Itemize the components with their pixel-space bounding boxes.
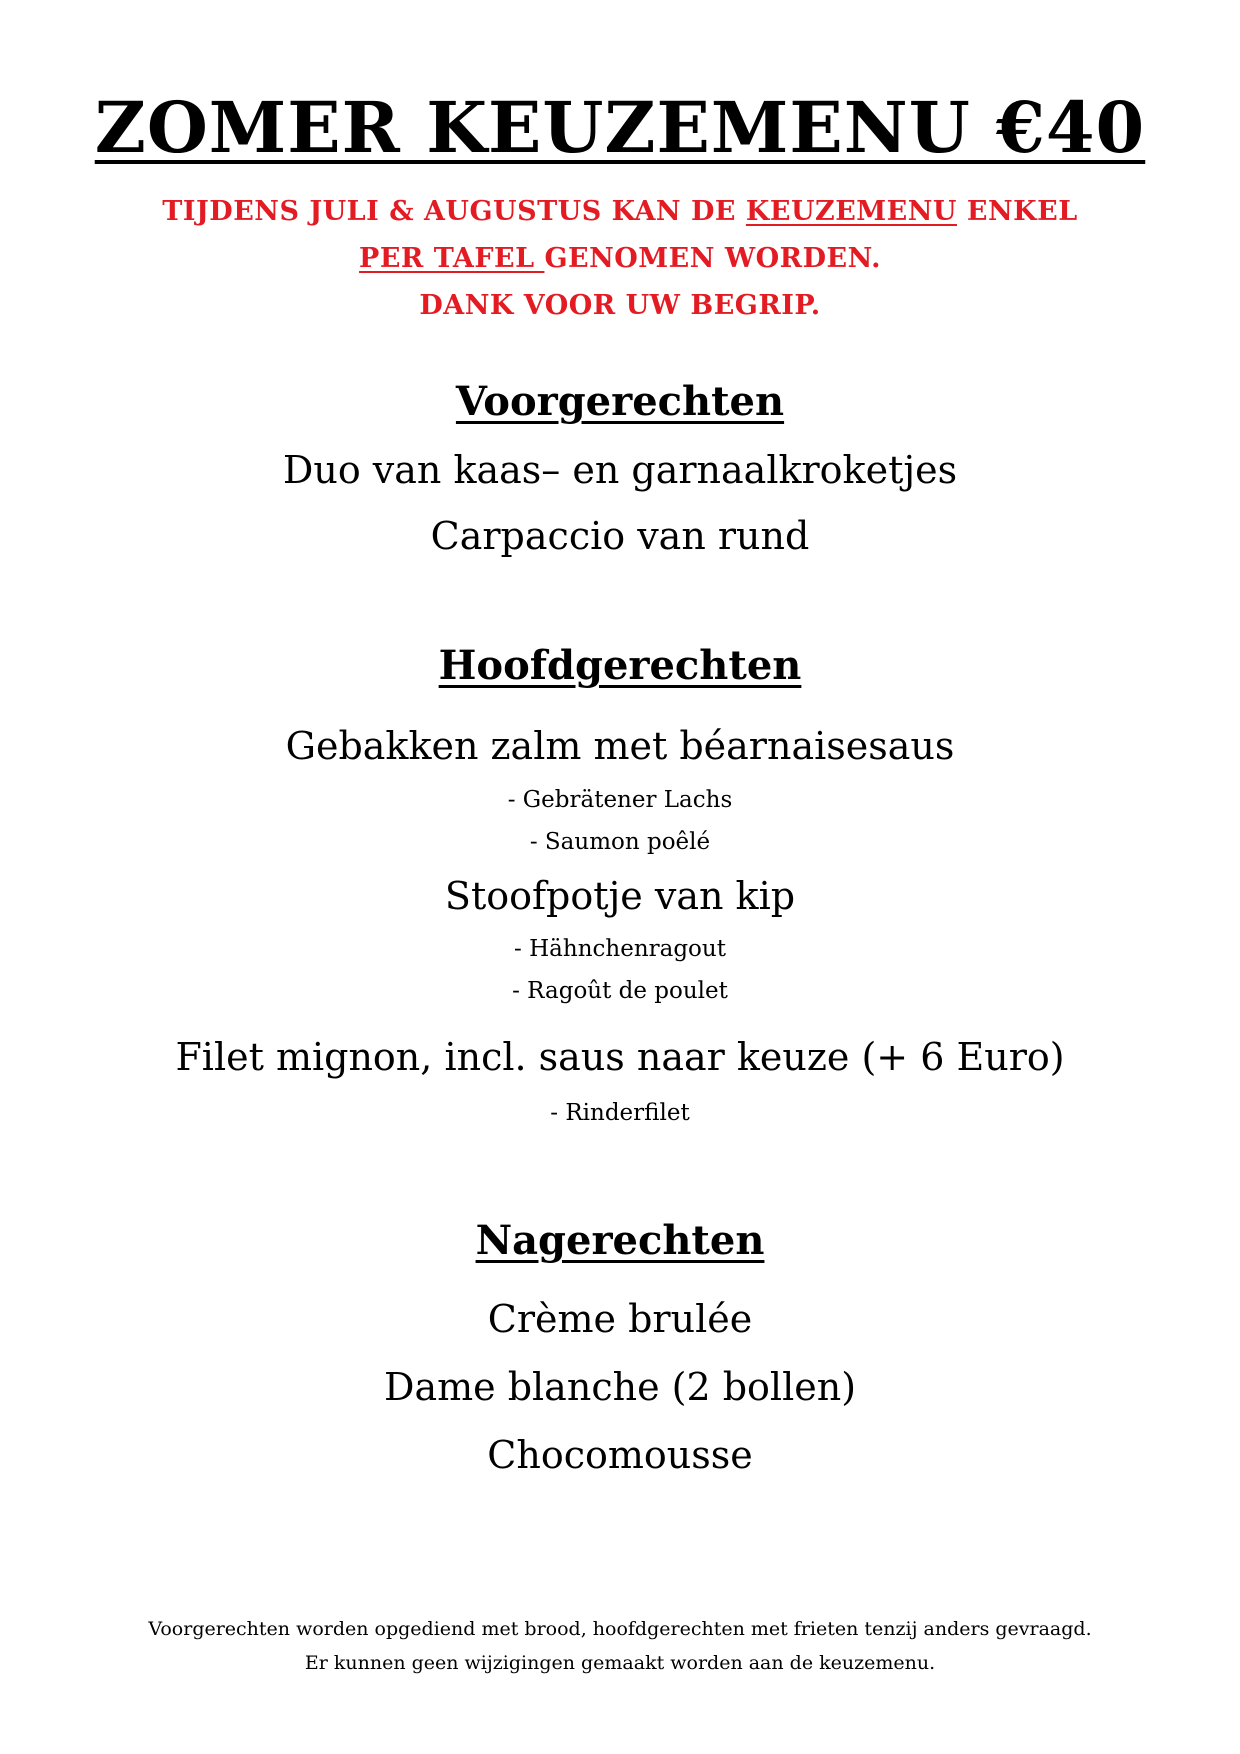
menu-footer [0, 1612, 1240, 1680]
dish-translation: - Ragoût de poulet [512, 978, 728, 1004]
main-item-1-translations [0, 935, 1240, 1005]
starter-list-2 [0, 513, 1240, 559]
starters-heading: Voorgerechten [455, 378, 785, 425]
starter-item: Carpaccio van rund [430, 514, 810, 558]
main-item-0-translations [0, 786, 1240, 856]
desserts-section [0, 1216, 1240, 1266]
notice-line-3: DANK VOOR UW BEGRIP. [419, 290, 821, 321]
notice-line-2-end: GENOMEN WORDEN. [544, 243, 881, 274]
mains-heading: Hoofdgerechten [438, 642, 802, 689]
notice-line-1 [0, 188, 1240, 235]
dish-translation: - Hähnchenragout [514, 936, 726, 962]
main-item-0 [0, 723, 1240, 769]
dessert-item: Crème brulée [487, 1297, 753, 1341]
dish-translation: - Saumon poêlé [529, 829, 711, 855]
dessert-item: Dame blanche (2 bollen) [383, 1365, 857, 1409]
main-item-2 [0, 1034, 1240, 1080]
notice-line-2 [0, 235, 1240, 282]
dish-translation: - Rinderfilet [550, 1100, 690, 1126]
main-item-2-translations [0, 1099, 1240, 1127]
main-dish-name: Stoofpotje van kip [444, 874, 796, 918]
starter-item: Duo van kaas– en garnaalkroketjes [282, 448, 958, 492]
notice-line-1-start: TIJDENS JULI & AUGUSTUS KAN DE [162, 196, 746, 227]
notice-line-1-end: ENKEL [956, 196, 1078, 227]
dessert-list [0, 1296, 1240, 1478]
footer-line-2: Er kunnen geen wijzigingen gemaakt worden aan de keuzemenu. [304, 1652, 936, 1674]
mains-section [0, 641, 1240, 691]
starter-list [0, 447, 1240, 493]
starters-section [0, 377, 1240, 427]
desserts-heading: Nagerechten [475, 1217, 765, 1264]
dessert-item: Chocomousse [487, 1433, 753, 1477]
footer-line-1: Voorgerechten worden opgediend met brood, hoofdgerechten met frieten tenzij anders gevraagd. [148, 1618, 1092, 1640]
main-item-1 [0, 873, 1240, 919]
table-notice [0, 188, 1240, 329]
notice-line-2-underlined: PER TAFEL [359, 243, 545, 274]
menu-title: ZOMER KEUZEMENU €40 [94, 86, 1146, 169]
dish-translation: - Gebrätener Lachs [507, 787, 733, 813]
main-dish-name: Filet mignon, incl. saus naar keuze (+ 6 Euro) [175, 1035, 1065, 1079]
main-dish-name: Gebakken zalm met béarnaisesaus [285, 724, 955, 768]
notice-line-1-underlined: KEUZEMENU [745, 196, 957, 227]
